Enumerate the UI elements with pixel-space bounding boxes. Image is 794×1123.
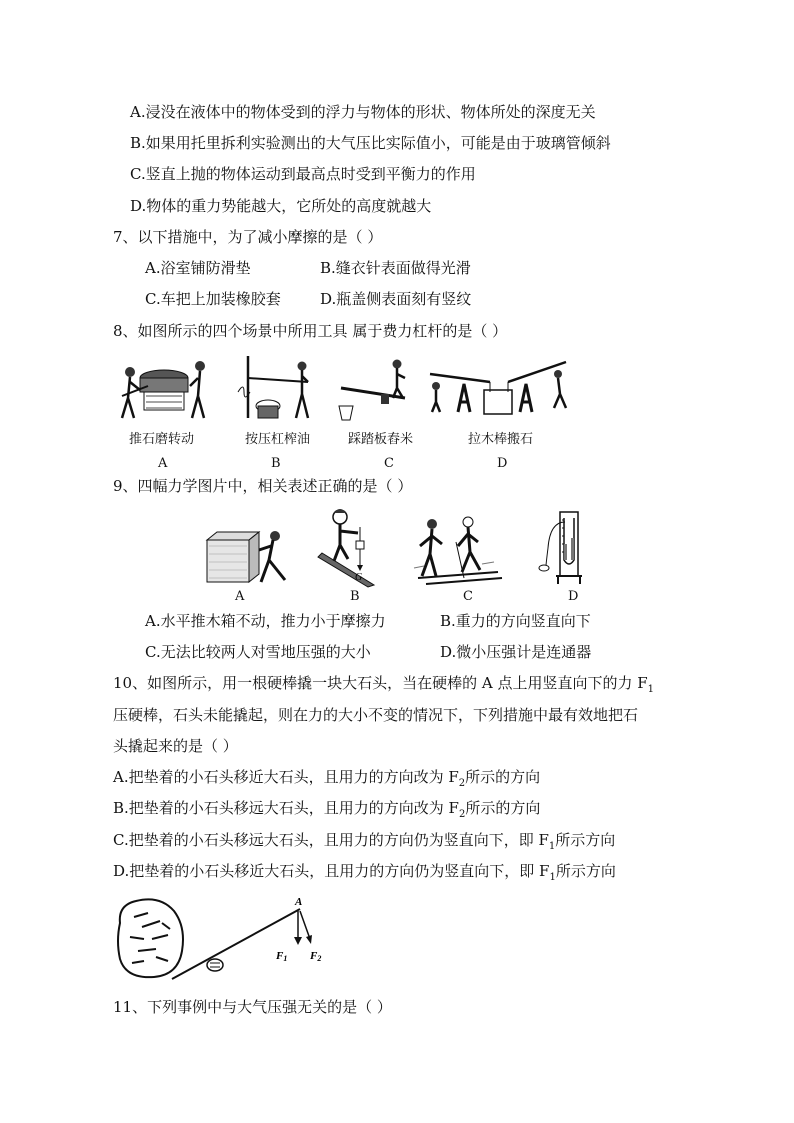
q6-option-d: D.物体的重力势能越大，它所处的高度就越大 bbox=[130, 197, 432, 215]
q7-option-a: A.浴室铺防滑垫 bbox=[145, 259, 251, 277]
q10-option-c-sub: 1 bbox=[548, 841, 556, 852]
q9-letter-d: D bbox=[568, 589, 579, 604]
q10-figure-label-f1 bbox=[275, 950, 287, 963]
q8-figure-lever-stone bbox=[428, 352, 570, 424]
q10-option-c bbox=[113, 830, 615, 857]
q9-option-b: B.重力的方向竖直向下 bbox=[440, 612, 591, 630]
q8-caption-b: 按压杠榨油 bbox=[245, 432, 311, 447]
q10-stem-line2: 压硬棒，石头未能撬起，则在力的大小不变的情况下，下列措施中最有效地把石 bbox=[113, 706, 639, 724]
q10-figure-label-f2 bbox=[309, 950, 321, 963]
q10-option-b bbox=[113, 798, 540, 825]
q7-option-b: B.缝衣针表面做得光滑 bbox=[320, 259, 471, 277]
q10-option-d-sub: 1 bbox=[549, 872, 556, 883]
q8-caption-d: 拉木棒搬石 bbox=[468, 432, 534, 447]
q10-figure-label-f1-letter: F bbox=[276, 950, 284, 962]
q10-option-d bbox=[113, 861, 616, 888]
q10-stem-line3: 头撬起来的是（ ） bbox=[113, 737, 238, 755]
q10-figure-label-f2-sub: 2 bbox=[317, 954, 322, 963]
q10-figure-label-f2-letter: F bbox=[310, 950, 318, 962]
q6-option-b: B.如果用托里拆利实验测出的大气压比实际值小，可能是由于玻璃管倾斜 bbox=[130, 134, 611, 152]
q10-option-b-sub: 2 bbox=[458, 809, 466, 820]
q10-option-a-sub: 2 bbox=[458, 778, 466, 789]
q10-option-c-post: 所示方向 bbox=[555, 831, 616, 849]
q10-figure-label-a: A bbox=[295, 896, 303, 908]
q9-label-g: G bbox=[355, 572, 363, 583]
q7-option-d: D.瓶盖侧表面刻有竖纹 bbox=[320, 290, 472, 308]
q9-option-d: D.微小压强计是连通器 bbox=[440, 643, 592, 661]
q10-figure-lever-rock bbox=[112, 893, 337, 985]
q9-figure-push-box bbox=[205, 520, 295, 586]
q8-figure-millstone bbox=[118, 352, 210, 424]
q9-letter-c: C bbox=[463, 589, 473, 604]
q6-option-a: A.浸没在液体中的物体受到的浮力与物体的形状、物体所处的深度无关 bbox=[130, 103, 596, 121]
q8-figure-treadle-pestle bbox=[335, 352, 415, 424]
q10-figure-label-f1-sub: 1 bbox=[283, 954, 288, 963]
q10-option-b-post: 所示的方向 bbox=[465, 799, 541, 817]
q10-option-d-post: 所示方向 bbox=[555, 862, 616, 880]
q11-stem: 11、下列事例中与大气压强无关的是（ ） bbox=[113, 998, 392, 1016]
q10-stem-line1-sub: 1 bbox=[647, 684, 655, 695]
q10-option-b-pre: B.把垫着的小石头移远大石头，且用力的方向改为 F bbox=[113, 799, 459, 817]
q8-caption-a: 推石磨转动 bbox=[129, 432, 195, 447]
q10-stem-line1 bbox=[113, 673, 654, 700]
q9-option-c: C.无法比较两人对雪地压强的大小 bbox=[145, 643, 371, 661]
q6-option-c: C.竖直上抛的物体运动到最高点时受到平衡力的作用 bbox=[130, 165, 476, 183]
q10-option-a-pre: A.把垫着的小石头移近大石头，且用力的方向改为 F bbox=[113, 768, 459, 786]
q8-letter-b: B bbox=[271, 456, 281, 471]
q7-stem: 7、以下措施中，为了减小摩擦的是（ ） bbox=[113, 228, 383, 246]
q7-option-c: C.车把上加装橡胶套 bbox=[145, 290, 281, 308]
q9-letter-a: A bbox=[235, 589, 245, 604]
q8-letter-c: C bbox=[384, 456, 394, 471]
q10-option-d-pre: D.把垫着的小石头移近大石头，且用力的方向仍为竖直向下，即 F bbox=[113, 862, 550, 880]
q8-letter-a: A bbox=[158, 456, 168, 471]
q9-option-a: A.水平推木箱不动，推力小于摩擦力 bbox=[145, 612, 386, 630]
q10-option-c-pre: C.把垫着的小石头移远大石头，且用力的方向仍为竖直向下，即 F bbox=[113, 831, 549, 849]
q9-stem: 9、四幅力学图片中，相关表述正确的是（ ） bbox=[113, 477, 413, 495]
q9-figure-snow-pressure bbox=[412, 512, 504, 586]
q9-figure-gravity-direction bbox=[318, 507, 380, 587]
q8-stem: 8、如图所示的四个场景中所用工具 属于费力杠杆的是（ ） bbox=[113, 322, 508, 340]
q8-figure-oil-press bbox=[232, 352, 322, 424]
q9-letter-b: B bbox=[350, 589, 360, 604]
q10-option-a-post: 所示的方向 bbox=[465, 768, 541, 786]
q8-caption-c: 踩踏板舂米 bbox=[348, 432, 414, 447]
q10-option-a bbox=[113, 767, 540, 794]
q9-figure-pressure-gauge bbox=[532, 508, 592, 588]
q8-letter-d: D bbox=[497, 456, 508, 471]
q10-stem-line1-text: 10、如图所示，用一根硬棒撬一块大石头，当在硬棒的 A 点上用竖直向下的力 F bbox=[113, 674, 648, 692]
